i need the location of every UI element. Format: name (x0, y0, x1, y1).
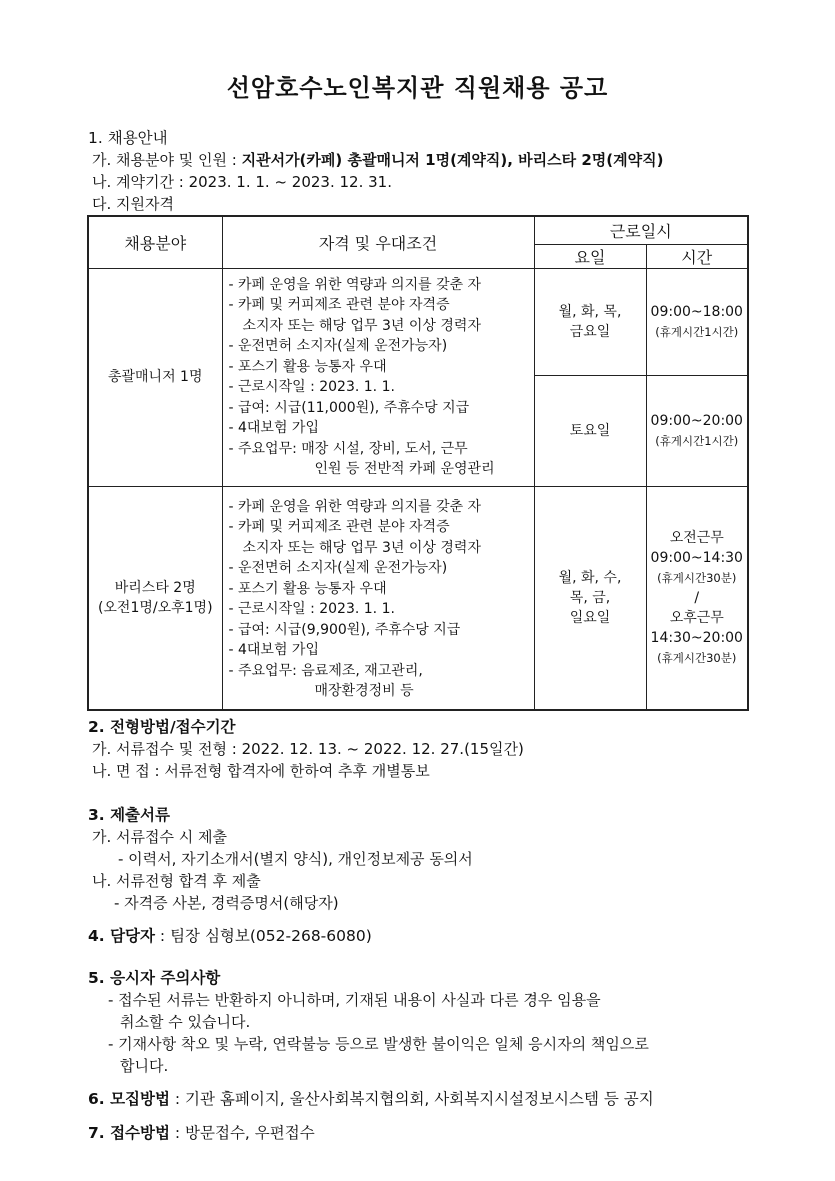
documents-after-pass: 나. 서류전형 합격 후 제출 (92, 872, 261, 890)
notice-line-2: 취소할 수 있습니다. (120, 1013, 251, 1031)
row-barista-times: 오전근무 09:00~14:30 (휴게시간30분) / 오후근무 14:30~20:00 (휴게시간30분) (646, 486, 748, 710)
condition-line: - 포스기 활용 능통자 우대 (228, 580, 387, 597)
row-manager-weekday: 월, 화, 목, 금요일 (534, 268, 646, 376)
header-field: 채용분야 (88, 216, 222, 268)
condition-line: - 근로시작일 : 2023. 1. 1. (228, 601, 395, 617)
notice-line-1: - 접수된 서류는 반환하지 아니하며, 기재된 내용이 사실과 다른 경우 임용을 (108, 991, 601, 1009)
condition-line: - 4대보험 가입 (228, 642, 319, 658)
recruit-field-label: 가. 채용분야 및 인원 : (92, 151, 242, 169)
condition-line: - 주요업무: 매장 시설, 장비, 도서, 근무 (228, 440, 468, 457)
header-day: 요일 (534, 244, 646, 268)
row-manager-weekday-time: 09:00~18:00 (휴게시간1시간) (646, 268, 748, 376)
header-work-time: 근로일시 (534, 216, 748, 244)
condition-line: - 카페 및 커피제조 관련 분야 자격증 (228, 297, 450, 313)
header-time: 시간 (646, 244, 748, 268)
row-manager-saturday: 토요일 (534, 376, 646, 486)
header-conditions: 자격 및 우대조건 (222, 216, 534, 268)
section-7-heading: 7. 접수방법 (88, 1124, 170, 1142)
qualification-label: 다. 지원자격 (92, 195, 174, 213)
documents-initial: 가. 서류접수 시 제출 (92, 828, 227, 846)
recruit-field-line (92, 150, 663, 170)
condition-line: - 주요업무: 음료제조, 재고관리, (228, 662, 423, 679)
condition-line: 매장환경정비 등 (314, 683, 414, 699)
condition-line: - 포스기 활용 능통자 우대 (228, 358, 387, 375)
contact-line (88, 926, 372, 946)
condition-line: - 급여: 시급(9,900원), 주휴수당 지급 (228, 621, 461, 638)
condition-line: - 운전면허 소지자(실제 운전가능자) (228, 560, 448, 576)
page-title: 선암호수노인복지관 직원채용 공고 (226, 74, 609, 102)
notice-line-3: - 기재사항 착오 및 누락, 연락불능 등으로 발생한 불이익은 일체 응시자의 책임으로 (108, 1035, 649, 1053)
submit-method: : 방문접수, 우편접수 (169, 1124, 315, 1142)
condition-line: - 카페 운영을 위한 역량과 의지를 갖춘 자 (228, 498, 482, 515)
row-barista-field: 바리스타 2명 (오전1명/오후1명) (88, 486, 222, 710)
condition-line: - 근로시작일 : 2023. 1. 1. (228, 379, 395, 395)
section-1-heading: 1. 채용안내 (88, 129, 168, 147)
condition-line: - 카페 운영을 위한 역량과 의지를 갖춘 자 (228, 276, 482, 293)
row-barista-conditions (222, 486, 534, 710)
row-manager-saturday-time: 09:00~20:00 (휴게시간1시간) (646, 376, 748, 486)
notice-line-4: 합니다. (120, 1057, 169, 1075)
row-barista-days: 월, 화, 수, 목, 금, 일요일 (534, 486, 646, 710)
submit-method-line (88, 1123, 315, 1143)
section-5-heading: 5. 응시자 주의사항 (88, 969, 221, 987)
condition-line: 소지자 또는 해당 업무 3년 이상 경력자 (242, 539, 481, 556)
application-period: 가. 서류접수 및 전형 : 2022. 12. 13. ~ 2022. 12. 27.(15일간) (92, 740, 524, 758)
condition-line: - 카페 및 커피제조 관련 분야 자격증 (228, 519, 450, 535)
row-manager-conditions (222, 268, 534, 486)
condition-line: 인원 등 전반적 카페 운영관리 (314, 461, 495, 477)
recruit-method: : 기관 홈페이지, 울산사회복지협의회, 사회복지시설정보시스템 등 공지 (169, 1090, 654, 1108)
recruit-field-value: 지관서가(카페) 총괄매니저 1명(계약직), 바리스타 2명(계약직) (241, 151, 664, 169)
contract-period: 나. 계약기간 : 2023. 1. 1. ~ 2023. 12. 31. (92, 173, 392, 191)
section-6-heading: 6. 모집방법 (88, 1090, 170, 1108)
condition-line: - 운전면허 소지자(실제 운전가능자) (228, 338, 448, 354)
section-4-heading: 4. 담당자 (88, 927, 155, 945)
contact-person: : 팀장 심형보(052-268-6080) (155, 927, 372, 945)
qualification-table (87, 215, 749, 711)
recruit-method-line (88, 1089, 654, 1109)
condition-line: 소지자 또는 해당 업무 3년 이상 경력자 (242, 317, 481, 334)
documents-after-pass-list: - 자격증 사본, 경력증명서(해당자) (114, 894, 339, 912)
section-3-heading: 3. 제출서류 (88, 806, 170, 824)
interview-info: 나. 면 접 : 서류전형 합격자에 한하여 추후 개별통보 (92, 762, 430, 780)
row-manager-field: 총괄매니저 1명 (88, 268, 222, 486)
documents-initial-list: - 이력서, 자기소개서(별지 양식), 개인정보제공 동의서 (118, 850, 473, 868)
section-2-heading: 2. 전형방법/접수기간 (88, 718, 236, 736)
condition-line: - 4대보험 가입 (228, 420, 319, 436)
condition-line: - 급여: 시급(11,000원), 주휴수당 지급 (228, 399, 470, 416)
